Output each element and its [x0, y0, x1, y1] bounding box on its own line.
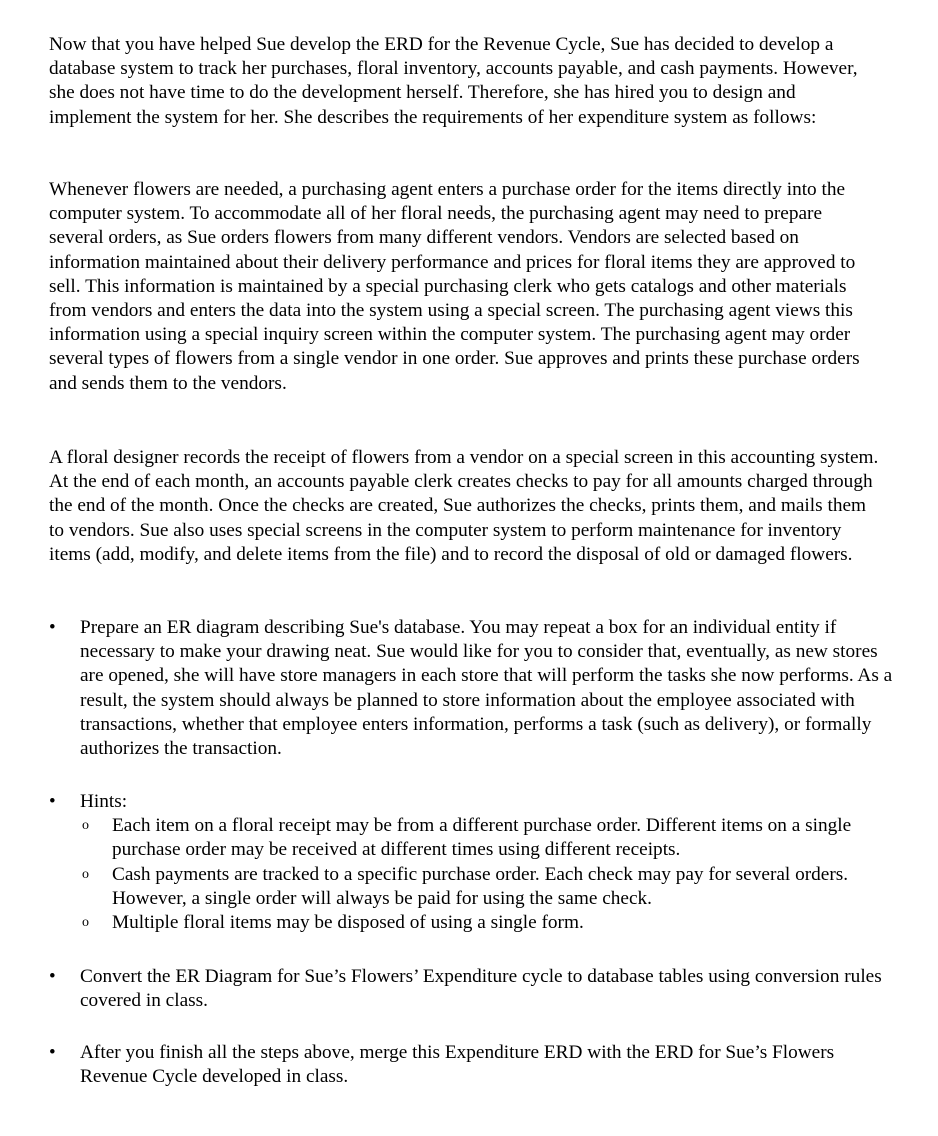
bullet-hints [49, 790, 894, 935]
intro-paragraph: Now that you have helped Sue develop the ERD for the Revenue Cycle, Sue has decided to develop a database system to track her purchases, floral inventory, accounts payable, and cash payments. However, she does not have time to do the development herself. Therefore, she has hired you to design and implement the system for her. She describes the requirements of her expenditure system as follows: [49, 34, 858, 128]
convert-task: Convert the ER Diagram for Sue’s Flowers’ Expenditure cycle to database tables using conversion rules covered in class. [80, 966, 882, 1012]
bullet-convert [49, 965, 894, 1013]
sub-bullet-marker: o [82, 866, 89, 882]
hint-text: Cash payments are tracked to a specific purchase order. Each check may pay for several orders. However, a single order will always be paid for using the same check. [112, 863, 849, 909]
bullet-marker: • [49, 1042, 56, 1063]
hints-label: Hints: [80, 791, 128, 812]
bullet-marker: • [49, 966, 56, 987]
hint-item [80, 911, 894, 935]
receipt-paragraph: A floral designer records the receipt of flowers from a vendor on a special screen in this accounting system. At the end of each month, an accounts payable clerk creates checks to pay for all amounts charged through the end of the month. Once the checks are created, Sue authorizes the checks, prints them, and mails them to vendors. Sue also uses special screens in the computer system to perform maintenance for inventory items (add, modify, and delete items from the file) and to record the disposal of old or damaged flowers. [49, 447, 879, 565]
hints-list [80, 814, 894, 935]
er-diagram-task: Prepare an ER diagram describing Sue's database. You may repeat a box for an individual entity if necessary to make your drawing neat. Sue would like for you to consider that, eventually, as new stores are opened, she will have store managers in each store that will perform the tasks she now performs. As a result, the system should always be planned to store information about the employee associated with transactions, whether that employee enters information, performs a task (such as delivery), or formally authorizes the transaction. [80, 617, 893, 760]
purchasing-paragraph: Whenever flowers are needed, a purchasing agent enters a purchase order for the items directly into the computer system. To accommodate all of her floral needs, the purchasing agent may need to prepare several orders, as Sue orders flowers from many different vendors. Vendors are selected based on information maintained about their delivery performance and prices for floral items they are approved to sell. This information is maintained by a special purchasing clerk who gets catalogs and other materials from vendors and enters the data into the system using a special screen. The purchasing agent views this information using a special inquiry screen within the computer system. The purchasing agent may order several types of flowers from a single vendor in one order. Sue approves and prints these purchase orders and sends them to the vendors. [49, 179, 860, 394]
sub-bullet-marker: o [82, 915, 89, 931]
hint-text: Multiple floral items may be disposed of using a single form. [112, 912, 584, 934]
hint-item [80, 814, 894, 862]
merge-task: After you finish all the steps above, merge this Expenditure ERD with the ERD for Sue’s Flowers Revenue Cycle developed in class. [80, 1042, 835, 1088]
bullet-marker: • [49, 617, 56, 638]
hint-item [80, 863, 894, 911]
hint-text: Each item on a floral receipt may be from a different purchase order. Different items on a single purchase order may be received at different times using different receipts. [112, 815, 852, 861]
sub-bullet-marker: o [82, 818, 89, 834]
bullet-marker: • [49, 791, 56, 812]
bullet-er-diagram [49, 616, 894, 761]
bullet-merge [49, 1041, 894, 1089]
